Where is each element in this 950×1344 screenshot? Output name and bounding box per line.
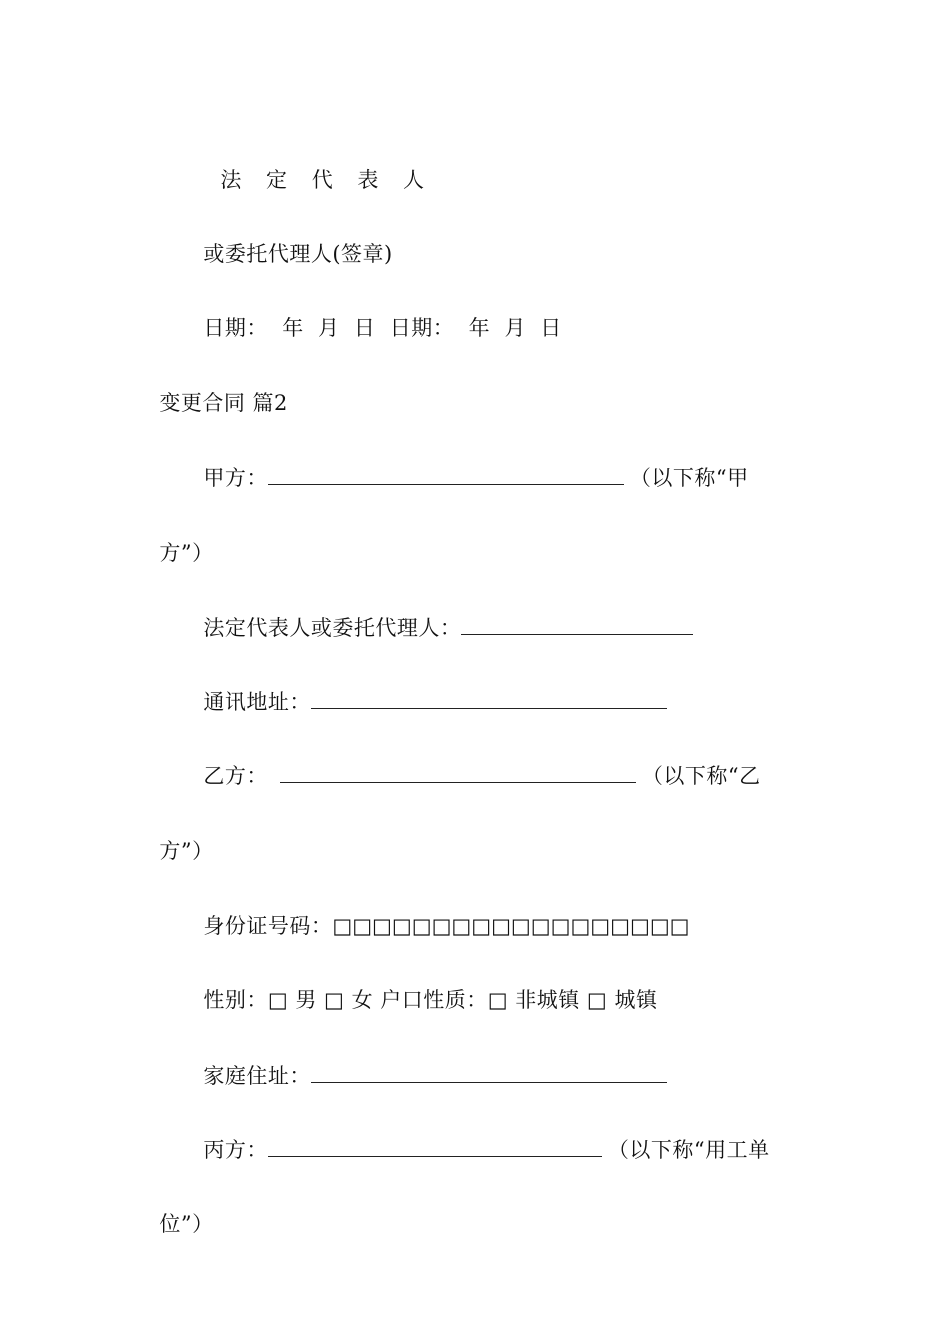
home-address-line — [189, 1034, 673, 1090]
party-c-blank[interactable] — [268, 1136, 602, 1157]
address-line — [189, 660, 673, 716]
party-c-cont-text: 位”） — [159, 1212, 214, 1236]
party-a-cont-text: 方”） — [159, 541, 214, 565]
agent-signature-text: 或委托代理人(签章) — [203, 242, 393, 266]
party-b-label: 乙方： — [203, 764, 268, 788]
party-a-continuation — [145, 511, 214, 567]
party-b-line — [189, 734, 761, 790]
id-number-line — [189, 884, 690, 940]
party-c-line — [189, 1108, 770, 1164]
gender-line — [189, 958, 657, 1014]
party-a-blank[interactable] — [268, 464, 624, 485]
party-a-suffix: （以下称“甲 — [629, 466, 749, 490]
party-b-suffix: （以下称“乙 — [641, 764, 761, 788]
party-c-continuation — [145, 1182, 214, 1238]
address-label: 通讯地址： — [203, 690, 311, 714]
home-address-label: 家庭住址： — [203, 1064, 311, 1088]
id-number-boxes[interactable]: □□□□□□□□□□□□□□□□□□ — [332, 914, 690, 938]
home-address-blank[interactable] — [311, 1062, 667, 1083]
party-b-continuation — [145, 809, 214, 865]
party-c-suffix: （以下称“用工单 — [607, 1138, 770, 1162]
party-a-line — [189, 436, 749, 492]
rep-blank[interactable] — [461, 614, 693, 635]
party-b-blank[interactable] — [280, 762, 636, 783]
agent-signature-line — [189, 212, 393, 268]
section-heading — [145, 361, 288, 417]
party-c-label: 丙方： — [203, 1138, 268, 1162]
legal-rep-text: 法 定 代 表 人 — [220, 168, 434, 192]
date-line — [189, 286, 562, 342]
rep-label: 法定代表人或委托代理人： — [203, 616, 462, 640]
party-a-label: 甲方： — [203, 466, 268, 490]
section-heading-text: 变更合同 篇2 — [159, 391, 288, 415]
date-text: 日期： 年 月 日 日期： 年 月 日 — [203, 316, 562, 340]
address-blank[interactable] — [311, 688, 667, 709]
party-b-cont-text: 方”） — [159, 839, 214, 863]
gender-text[interactable]: 性别：□ 男 □ 女 户口性质：□ 非城镇 □ 城镇 — [203, 988, 658, 1012]
id-number-label: 身份证号码： — [203, 914, 333, 938]
legal-rep-line — [189, 138, 433, 194]
rep-line — [189, 586, 699, 642]
